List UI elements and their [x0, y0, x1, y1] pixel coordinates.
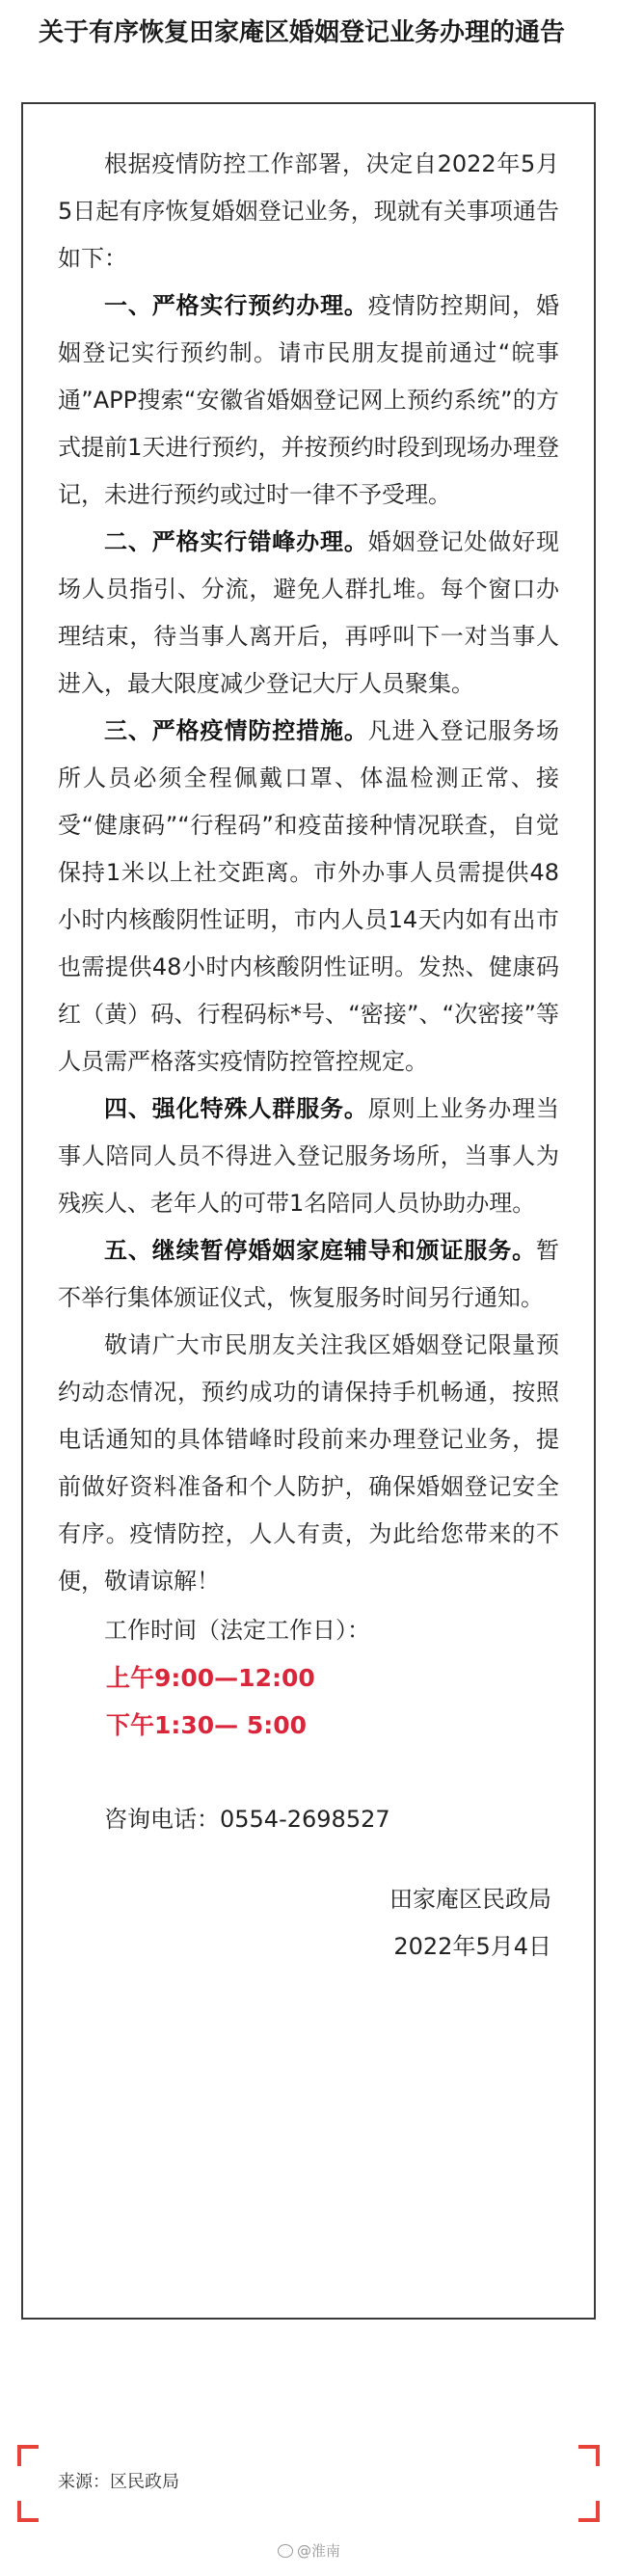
item-paragraph-4	[58, 1086, 559, 1227]
item-heading: 三、严格疫情防控措施。	[104, 717, 368, 744]
corner-bracket-icon	[578, 2501, 600, 2522]
item-body: 原则上业务办理当事人陪同人员不得进入登记服务场所，当事人为残疾人、老年人的可带1名陪同人员协助办理。	[58, 1095, 560, 1217]
watermark-text: @淮南	[297, 2542, 341, 2560]
item-heading: 一、严格实行预约办理。	[104, 292, 368, 319]
watermark	[278, 2539, 340, 2563]
hours-title: 工作时间（法定工作日）：	[104, 1617, 370, 1644]
item-body: 凡进入登记服务场所人员必须全程佩戴口罩、体温检测正常、接受“健康码”“行程码”和疫苗接种情况联查，自觉保持1米以上社交距离。市外办事人员需提供48小时内核酸阴性证明，市内人员14天内如有出市也需提供48小时内核酸阴性证明。发热、健康码红（黄）码、行程码标*号、“密接”、“次密接”等人员需严格落实疫情防控管控规定。	[58, 717, 560, 1075]
corner-bracket-icon	[17, 2501, 39, 2522]
weibo-icon	[278, 2544, 293, 2558]
item-heading: 五、继续暂停婚姻家庭辅导和颁证服务。	[104, 1237, 536, 1264]
notice-title: 关于有序恢复田家庵区婚姻登记业务办理的通告	[39, 18, 566, 47]
item-paragraph-3	[58, 708, 559, 1086]
item-heading: 二、严格实行错峰办理。	[104, 528, 368, 555]
item-paragraph-5	[58, 1227, 559, 1322]
item-body: 疫情防控期间，婚姻登记实行预约制。请市民朋友提前通过“皖事通”APP搜索“安徽省婚姻登记网上预约系统”的方式提前1天进行预约，并按预约时段到现场办理登记，未进行预约或过时一律不予受理。	[58, 292, 560, 508]
issue-date: 2022年5月4日	[393, 1933, 551, 1960]
item-body: 婚姻登记处做好现场人员指引、分流，避免人群扎堆。每个窗口办理结束，待当事人离开后，再呼叫下一对当事人进入，最大限度减少登记大厅人员聚集。	[58, 528, 560, 697]
source-box	[17, 2445, 600, 2522]
item-heading: 四、强化特殊人群服务。	[104, 1095, 368, 1122]
intro-paragraph: 根据疫情防控工作部署，决定自2022年5月5日起有序恢复婚姻登记业务，现就有关事项通告如下：	[58, 150, 559, 272]
signer: 田家庵区民政局	[389, 1886, 551, 1913]
hours-morning: 上午9:00—12:00	[106, 1664, 315, 1692]
hours-afternoon: 下午1:30— 5:00	[106, 1711, 308, 1739]
corner-bracket-icon	[17, 2445, 39, 2466]
corner-bracket-icon	[578, 2445, 600, 2466]
closing-paragraph: 敬请广大市民朋友关注我区婚姻登记限量预约动态情况，预约成功的请保持手机畅通，按照电话通知的具体错峰时段前来办理登记业务，提前做好资料准备和个人防护，确保婚姻登记安全有序。疫情防控，人人有责，为此给您带来的不便，敬请谅解！	[58, 1331, 559, 1595]
item-paragraph-2	[58, 519, 559, 708]
item-paragraph-1	[58, 282, 559, 519]
source-label: 来源：区民政局	[58, 2472, 179, 2492]
item-body: 暂不举行集体颁证仪式，恢复服务时间另行通知。	[58, 1237, 559, 1311]
notice-body	[58, 141, 559, 1971]
hotline: 咨询电话：0554-2698527	[104, 1806, 390, 1833]
